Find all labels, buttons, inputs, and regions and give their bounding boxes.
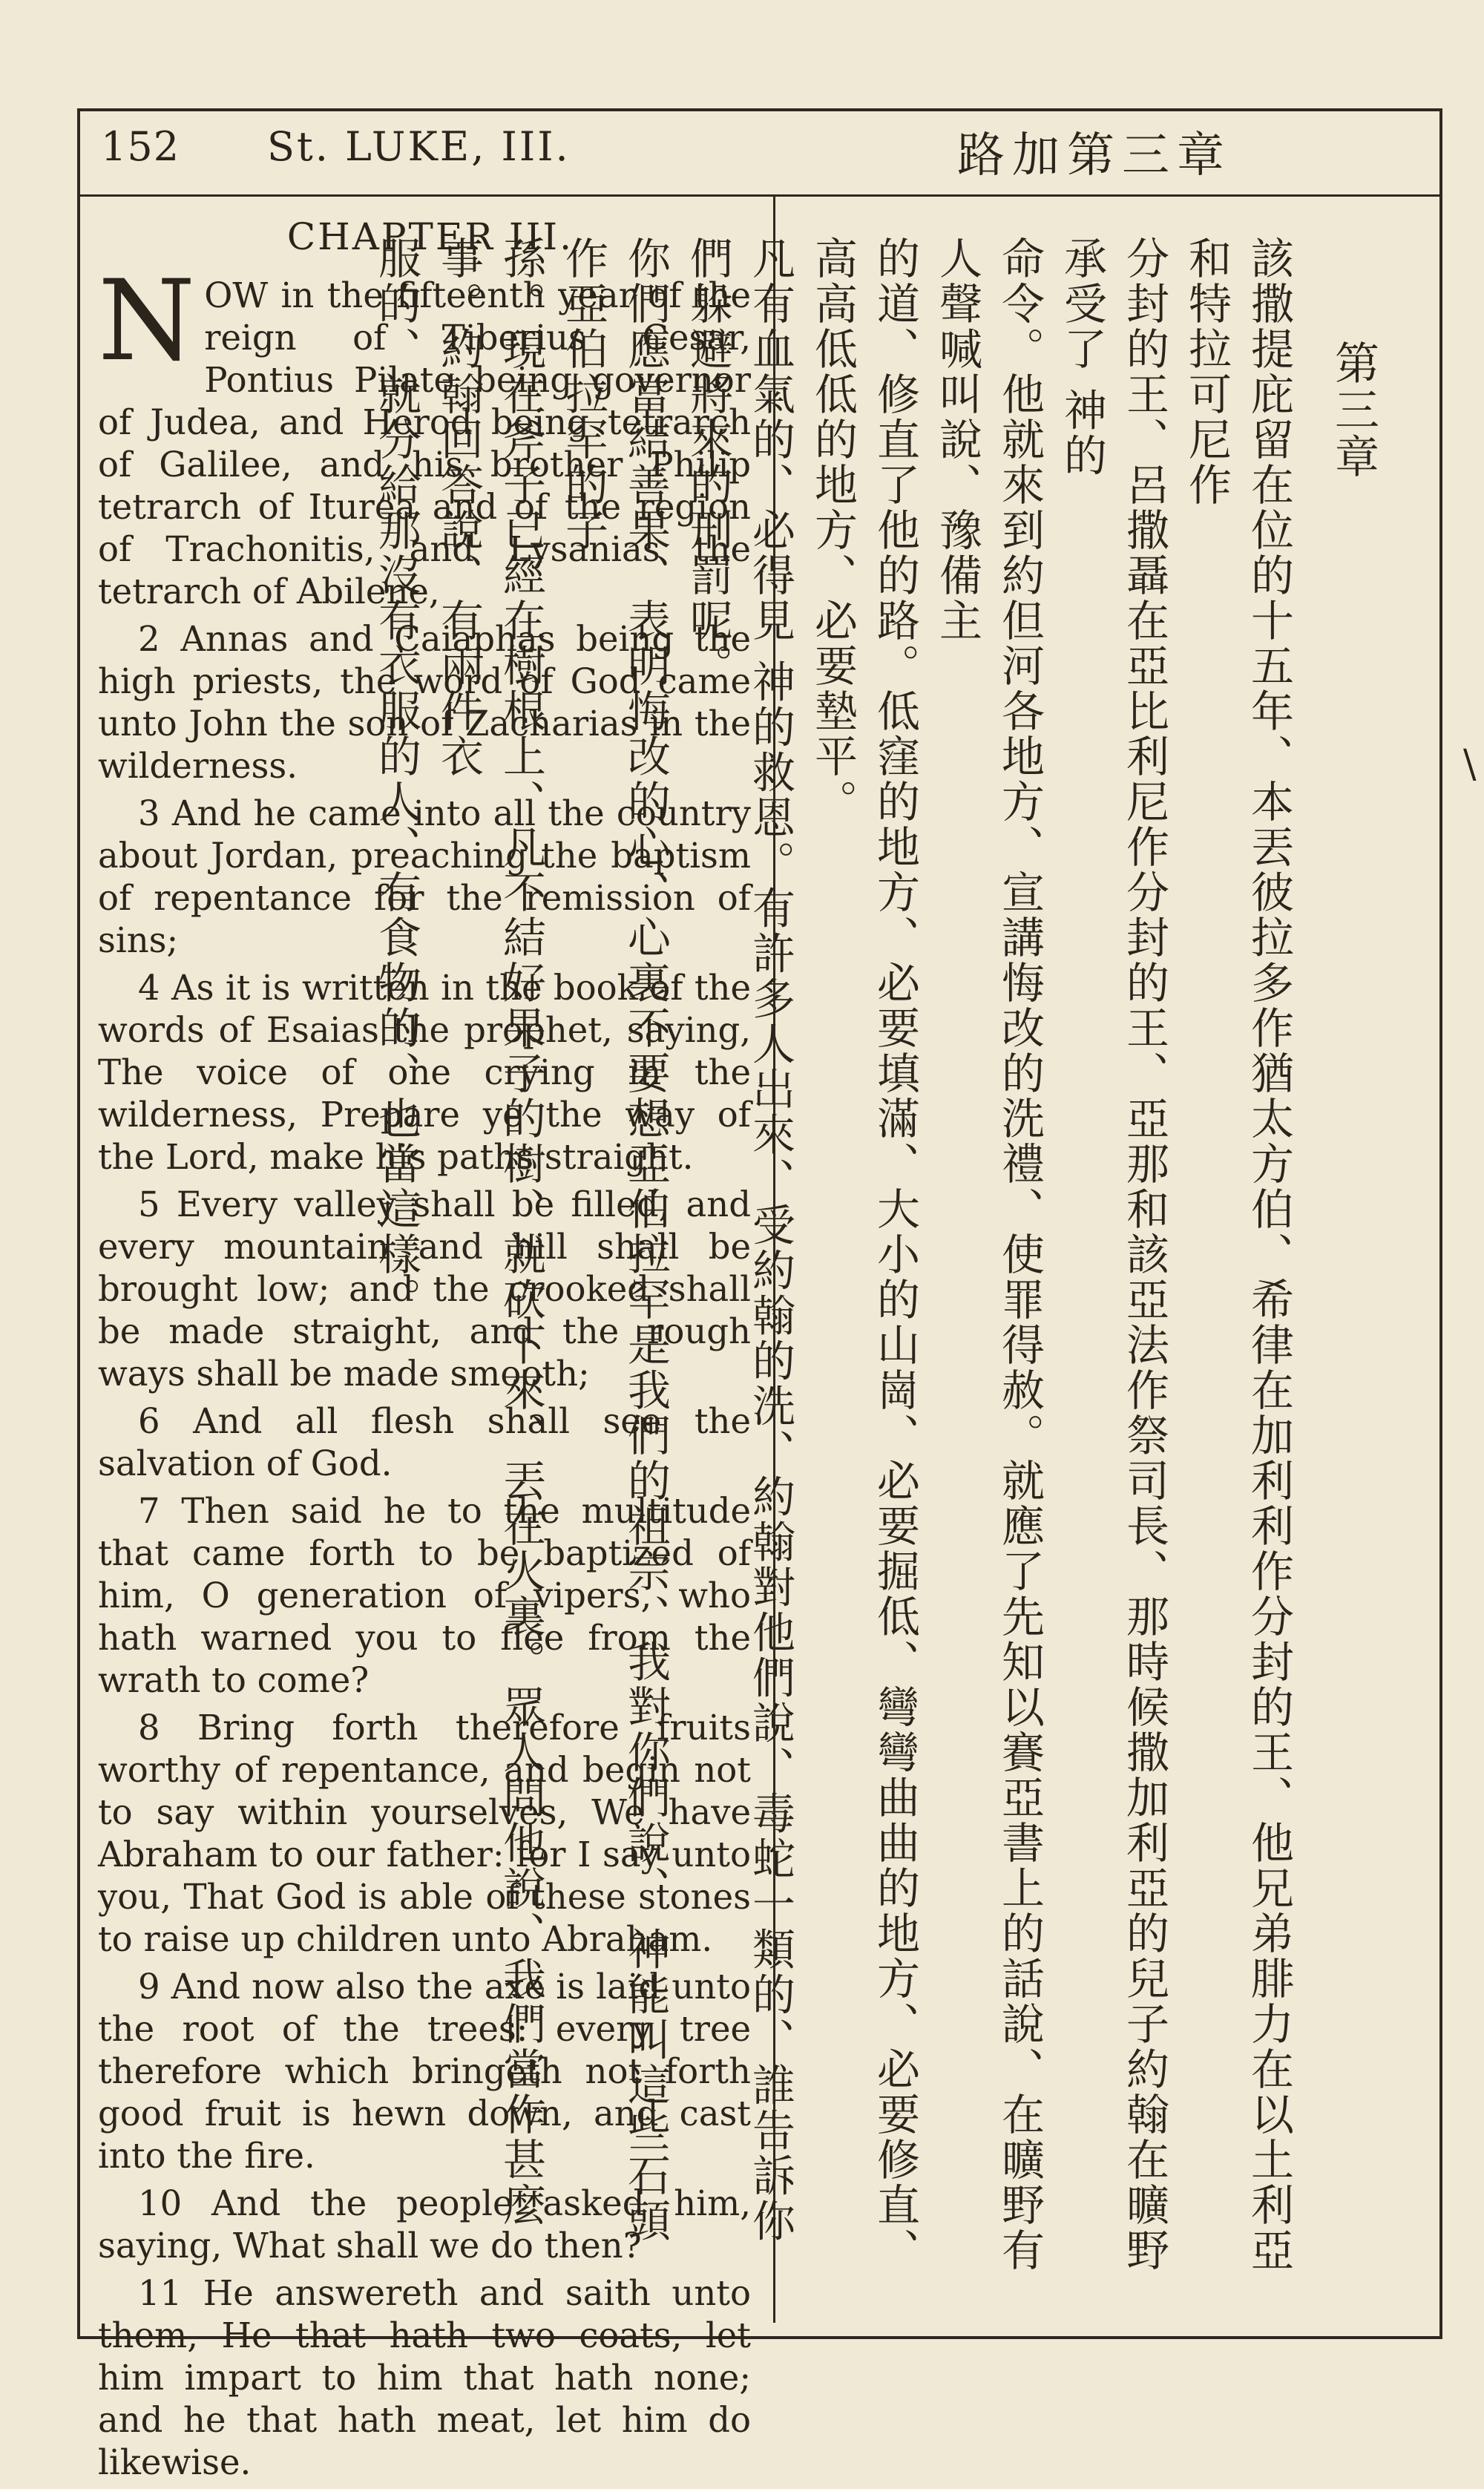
header-rule <box>77 194 1442 197</box>
running-head: St. LUKE, III. <box>267 123 571 170</box>
verse-10: 10 And the people asked him, saying, What shall we do then? <box>98 2183 751 2266</box>
verse-4: 4 As it is written in the book of the words of Esaias the prophet, saying, The voice of one crying in the wilderness, Prepare ye the way of the Lord, make his paths straight. <box>98 968 751 1177</box>
chinese-line: 服的、就分給那沒有衣服的人、有食物的、也當這樣。 <box>371 236 421 1322</box>
verse-3: 3 And he came into all the country about Jordan, preaching the baptism of repentance for the remission of sins; <box>98 793 751 960</box>
chinese-line: 分封的王、呂撒聶在亞比利尼作分封的王、亞那和該亞法作祭司長、那時候撒加利亞的兒子約翰在曠野承受了 神的 <box>1057 236 1169 2273</box>
chinese-line: 孫。現在斧子已經在樹根上、凡不結好果子的樹、就砍下來、丟在火裏。眾人問他說、我們當作甚麼事。約翰回答說、有兩件衣 <box>433 236 546 2228</box>
chinese-line: 命令。他就來到約但河各地方、宣講悔改的洗禮、使罪得赦。就應了先知以賽亞書上的話說、在曠野有人聲喊叫說、豫備主 <box>932 236 1045 2273</box>
chapter-title: CHAPTER III. <box>286 215 574 258</box>
margin-mark: \ <box>1463 742 1477 787</box>
page-number: 152 <box>101 123 180 170</box>
verse-9: 9 And now also the axe is laid unto the root of the trees: every tree therefore which bringeth not forth good fruit is hewn down, and cast into the fire. <box>98 1967 751 2176</box>
verse-1-text: OW in the fifteenth year of the reign of Tiberius Cesar, Pontius Pilate being governor of Judea, and Herod being tetrarch of Galilee, and his brother Philip tetrarch of Iturea and of the region of Trachonitis, and Lysanias the tetrarch of Abilene, <box>98 275 751 611</box>
verse-7: 7 Then said he to the multitude that came forth to be baptized of him, O generation of vipers, who hath warned you to flee from the wrath to come? <box>98 1491 751 1700</box>
verse-5: 5 Every valley shall be filled, and every mountain and hill shall be brought low; and the crooked shall be made straight, and the rough ways shall be made smooth; <box>98 1184 751 1394</box>
drop-cap: N <box>98 257 196 386</box>
verse-11: 11 He answereth and saith unto them, He that hath two coats, let him impart to him that hath none; and he that hath meat, let him do likewise. <box>98 2273 751 2482</box>
chinese-line: 的道、修直了他的路。低窪的地方、必要填滿、大小的山崗、必要掘低、彎彎曲曲的地方、必要修直、高高低低的地方、必要墊平。 <box>807 236 920 2273</box>
verse-8: 8 Bring forth therefore fruits worthy of repentance, and begin not to say within yourselves, We have Abraham to our father: for I say unto you, That God is able of these stones to raise up children unto Abraham. <box>98 1708 751 1959</box>
chinese-chapter-heading: 第三章 <box>1327 340 1379 480</box>
chinese-line: 凡有血氣的、必得見 神的救恩。有許多人出來、受約翰的洗、約翰對他們說、毒蛇一類的、誰告訴你們躲避將來的刑罰呢。 <box>683 236 795 2244</box>
chinese-running-head: 路加第三章 <box>957 128 1232 183</box>
chinese-line: 該撒提庇留在位的十五年、本丟彼拉多作猶太方伯、希律在加利利作分封的王、他兄弟腓力在以土利亞和特拉可尼作 <box>1181 236 1294 2273</box>
verse-2: 2 Annas and Caiaphas being the high priests, the word of God came unto John the son of Zacharias in the wilderness. <box>98 619 751 786</box>
verse-6: 6 And all flesh shall see the salvation of God. <box>98 1401 751 1483</box>
chinese-line: 你們應當結善果、表明悔改的心、心裏不要想亞伯拉罕是我們的祖宗、我對你們說、 神能叫這些石頭作亞伯拉罕的子 <box>558 236 671 2244</box>
